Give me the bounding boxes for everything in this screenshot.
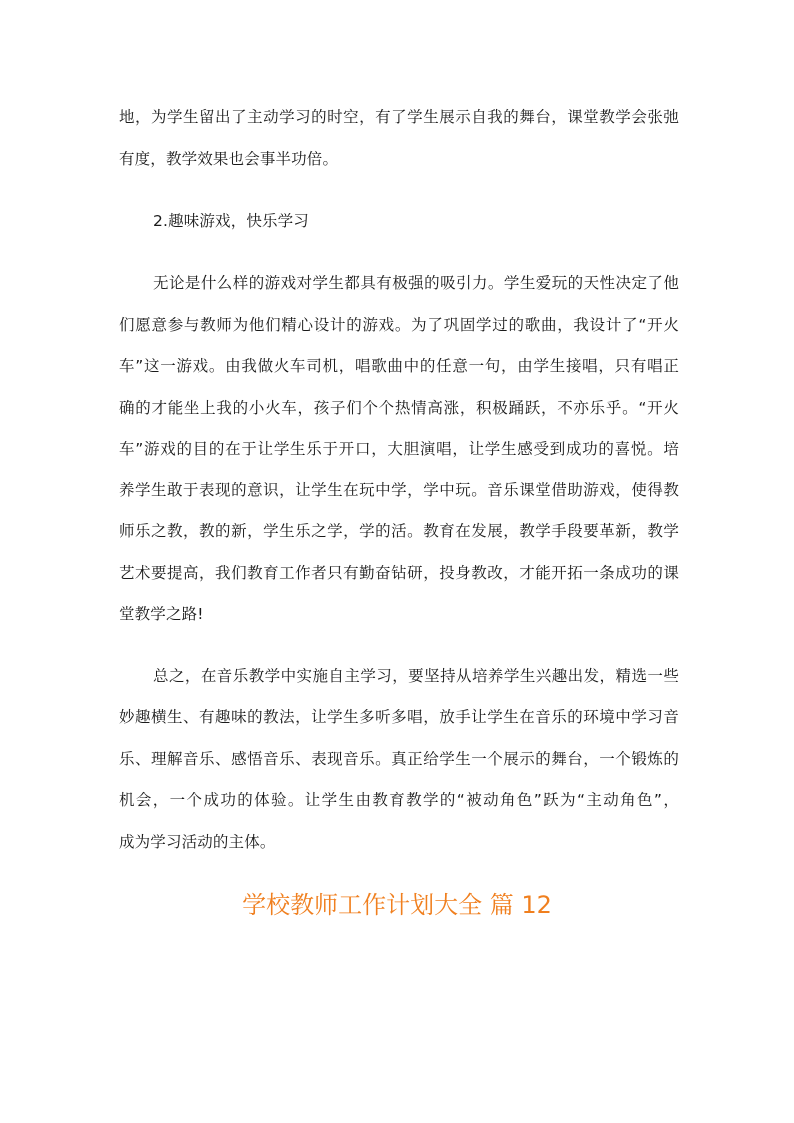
paragraph-line: 无论是什么样的游戏对学生都具有极强的吸引力。学生爱玩的天性决定了他 — [153, 274, 679, 292]
paragraph-line: 确的才能坐上我的小火车，孩子们个个热情高涨，积极踊跃，不亦乐乎。“开火 — [119, 399, 679, 417]
paragraph-line: 养学生敢于表现的意识，让学生在玩中学，学中玩。音乐课堂借助游戏，使得教 — [119, 481, 679, 499]
paragraph-line: 乐、理解音乐、感悟音乐、表现音乐。真正给学生一个展示的舞台，一个锻炼的 — [119, 750, 679, 768]
paragraph-line: 成为学习活动的主体。 — [119, 833, 276, 851]
paragraph-line: 堂教学之路! — [119, 605, 204, 623]
paragraph-line: 地，为学生留出了主动学习的时空，有了学生展示自我的舞台，课堂教学会张弛 — [119, 108, 679, 126]
subsection-title: 2.趣味游戏，快乐学习 — [153, 212, 309, 230]
paragraph-line: 机会，一个成功的体验。让学生由教育教学的“被动角色”跃为“主动角色”， — [119, 791, 679, 809]
paragraph-line: 车”游戏的目的在于让学生乐于开口，大胆演唱，让学生感受到成功的喜悦。培 — [119, 440, 679, 458]
paragraph-line: 师乐之教，教的新，学生乐之学，学的活。教育在发展，教学手段要革新，教学 — [119, 522, 679, 540]
section-heading: 学校教师工作计划大全 篇 12 — [242, 891, 552, 919]
paragraph-line: 总之，在音乐教学中实施自主学习，要坚持从培养学生兴趣出发，精选一些 — [153, 667, 679, 685]
paragraph-line: 们愿意参与教师为他们精心设计的游戏。为了巩固学过的歌曲，我设计了“开火 — [119, 316, 679, 334]
paragraph-line: 妙趣横生、有趣味的教法，让学生多听多唱，放手让学生在音乐的环境中学习音 — [119, 708, 679, 726]
paragraph-line: 有度，教学效果也会事半功倍。 — [119, 150, 339, 168]
paragraph-line: 艺术要提高，我们教育工作者只有勤奋钻研，投身教改，才能开拓一条成功的课 — [119, 564, 679, 582]
paragraph-line: 车”这一游戏。由我做火车司机，唱歌曲中的任意一句，由学生接唱，只有唱正 — [119, 357, 679, 375]
